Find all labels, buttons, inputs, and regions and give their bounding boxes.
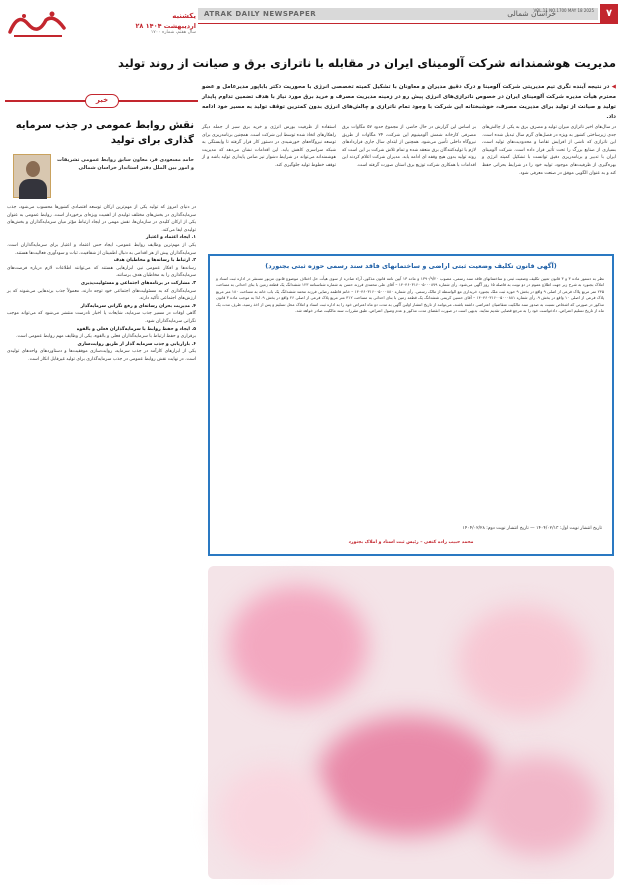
story-column-2: بر اساس این گزارش در حال حاضر، از مجموع حدود ۵۷ مگاوات برق مصرفی کارخانه شمش آلومینیوم این شرکت، ۲۴ مگاوات از طریق نیروگاه داخلی تأمین می‌شود. همچنین از ابتدای سال جاری قراردادهای لازم با تولیدکنندگان برق منعقد شده و تمام تلاش شرکت بر این است که روند تولید بدون هیچ وقفه ای ادامه یابد. مدیران شرکت اعلام کردند این اقدامات با همکاری شرکت توزیع برق استان صورت گرفته است.: [342, 125, 476, 168]
oped-paragraph: گاهی اوقات در مسیر جذب سرمایه، شایعات یا اخبار نادرست منتشر می‌شود که می‌تواند موجب نگرانی سرمایه‌گذاران شود.: [7, 311, 196, 324]
oped-paragraph: یکی از مهم‌ترین وظایف روابط عمومی، ایجاد حس اعتماد و اعتبار برای سرمایه‌گذاران است. سرمایه‌گذاران پیش از هر اقدامی به دنبال اطمینان از شفافیت، ثبات و سودآوری فعالیت‌ها هستند.: [7, 242, 196, 256]
oped-subheading: ۵. ایجاد و حفظ روابط با سرمایه‌گذاران فعلی و بالقوه: [76, 326, 196, 332]
atrak-logo-icon: [4, 4, 72, 42]
author-byline: حامد مسعودی فر، معاون سابق روابط عمومی تشریفات و امور بین الملل دفتر استاندار خراسان شمالی: [56, 157, 194, 171]
author-head-shape: [26, 161, 40, 177]
oped-paragraph: برقراری و حفظ ارتباط با سرمایه‌گذاران فعلی و بالقوه، یکی از وظایف مهم روابط عمومی است.: [16, 334, 196, 340]
header-divider: [198, 23, 618, 24]
section-badge: خبر: [85, 94, 119, 108]
oped-subheading: ۴. مدیریت بحران رسانه‌ای و رفع نگرانی سرمایه‌گذار: [80, 303, 196, 309]
newspaper-english-name: ATRAK DAILY NEWSPAPER: [204, 10, 317, 18]
date-block: [74, 3, 196, 35]
oped-paragraph: در دنیای امروز که تولید یکی از مهم‌ترین ارکان توسعه اقتصادی کشورها محسوب می‌شود، جذب سرمایه‌گذاری در بخش‌های مختلف تولیدی از اهمیت ویژه‌ای برخوردار است. روابط عمومی به عنوان یکی از ارکان کلیدی در سازمان‌ها، نقش مهمی در ایجاد ارتباط مؤثر میان سرمایه‌گذاران و بخش‌های تولیدی ایفا می‌کند.: [7, 205, 196, 233]
ad-blur-shape: [218, 766, 328, 866]
notice-signature: محمد حبیب زاده کنفی – رئیس ثبت اسناد و املاک بجنورد: [348, 540, 474, 545]
notice-title: (آگهی قانون تکلیف وضعیت ثبتی اراضی و ساختمانهای فاقد سند رسمی حوزه ثبتی بجنورد): [265, 262, 557, 270]
masthead: [0, 0, 620, 56]
ad-blur-shape: [458, 606, 588, 716]
oped-subheading: ۱. ایجاد اعتماد و اعتبار: [145, 235, 196, 241]
volume-info: VOL.11 NO.1700 MAY 18 2025: [533, 8, 594, 13]
day-of-week: یکشنبه: [172, 12, 196, 20]
oped-column: [5, 56, 198, 879]
story-column-3: استفاده از ظرفیت بورس انرژی و خرید برق سبز از جمله دیگر راهکارهای اتخاذ شده توسط این شرکت است. همچنین برنامه‌ریزی برای توسعه نیروگاه‌های خورشیدی در دستور کار قرار گرفته تا وابستگی به شبکه سراسری کاهش یابد. این اقدامات نشان می‌دهد که مدیریت هوشمندانه می‌تواند در شرایط دشوار نیز ضامن پایداری تولید باشد و از توقف خطوط تولید جلوگیری کند.: [202, 125, 336, 168]
page-number: ۷: [600, 4, 618, 24]
ad-blur-shape: [228, 586, 368, 706]
oped-paragraph: رسانه‌ها و افکار عمومی نیز، ابزارهایی هستند که می‌توانند اطلاعات لازم درباره فرصت‌های سرمایه‌گذاری را به مخاطبان هدف برسانند.: [7, 265, 196, 279]
oped-body: [7, 204, 196, 363]
story-lead: [202, 82, 616, 122]
province-label: خراسان شمالی: [507, 9, 556, 18]
legal-notice-box: [208, 254, 614, 556]
oped-paragraph: یکی از ابزارهای کارآمد در جذب سرمایه، روایت‌سازی موفقیت‌ها و دستاوردهای واحدهای تولیدی است. در نهایت نقش روابط عمومی در جذب سرمایه‌گذاری برای تولید غیرقابل انکار است.: [7, 349, 196, 362]
author-body-shape: [19, 179, 47, 199]
story-column-1: در سال‌های اخیر ناترازی میزان تولید و مصرف برق به یکی از چالش‌های جدی زیرساختی کشور به ویژه در فصل‌های گرم سال تبدیل شده است. این ناترازی که ناشی از افزایش تقاضا و محدودیت‌های تولید است، بسیاری از صنایع بزرگ را تحت تأثیر قرار داده است. شرکت آلومینای ایران با تدبیر و برنامه‌ریزی دقیق توانست با تشکیل کمیته انرژی و بهره‌گیری از ظرفیت‌های موجود، تولید خود را در شرایط بحرانی حفظ کند و به عنوان الگویی موفق در صنعت معرفی شود.: [482, 125, 616, 176]
oped-subheading: ۶. بازاریابی و جذب سرمایه گذار از طریق روایت‌سازی: [77, 341, 196, 347]
oped-subheading: ۳. مشارکت در برنامه‌های اجتماعی و مسئولیت‌پذیری: [80, 280, 196, 286]
notice-dates: تاریخ انتشار نوبت اول: ۱۴۰۴/۰۲/۱۳ — تاریخ انتشار نوبت دوم: ۱۴۰۴/۰۲/۲۸: [462, 526, 602, 531]
lead-arrow-icon: ◀: [609, 84, 616, 90]
oped-subheading: ۲. ارتباط با رسانه‌ها و مخاطبان هدف: [113, 258, 196, 264]
oped-paragraph: سرمایه‌گذاری که به مسئولیت‌های اجتماعی خود توجه دارند، معمولاً جذب برندهایی می‌شوند که بر ارزش‌های اجتماعی تأکید دارند.: [7, 288, 196, 302]
main-headline: مدیریت هوشمندانه شرکت آلومینای ایران در مقابله با ناترازی برق و صیانت از روند تولید: [118, 56, 616, 70]
jalali-date: ۲۸ اردیبهشت ۱۴۰۴: [135, 22, 196, 30]
ad-blur-shape: [318, 716, 498, 836]
notice-body: نظر به دستور ماده ۳ و ۳ قانون تعیین تکلیف وضعیت ثبتی و ساختمانهای فاقد سند رسمی، مصوب ۱۳۹۰/۹/۲۰ و ماده ۱۳ آیین نامه قانون مذکور، آراء صادره از سوی هیأت حل اختلاف موضوع قانون مزبور مستقر در اداره ثبت اسناد و املاک بجنورد به شرح زیر جهت اطلاع عموم در دو نوبت به فاصله ۱۵ روز آگهی می‌شود. رأی شماره ۱۴۰۴۶۰۳۱۶۰۰۵۰۰۰۸۷۹ – آقای علی محمدی فرزند حسن به شماره شناسنامه ۱۲۳ ششدانگ یک قطعه زمین با بنای احداثی به مساحت ۲۴۵ متر مربع پلاک فرعی از اصلی ۹ واقع در بخش ۹ حوزه ثبت ملک بجنورد خریداری مع الواسطه از مالک رسمی. رأی شماره ۱۴۰۴۶۰۳۱۶۰۰۵۰۰۰۸۸۰ – خانم فاطمه رضایی فرزند محمد ششدانگ یک باب خانه به مساحت ۱۸۰ متر مربع پلاک فرعی از اصلی ۱۰ واقع در بخش ۹. رأی شماره ۱۴۰۴۶۰۳۱۶۰۰۵۰۰۰۸۸۱ – آقای حسین کریمی ششدانگ یک قطعه زمین با بنای احداثی به مساحت ۳۱۲ متر مربع پلاک فرعی از اصلی ۲۶ واقع در بخش ۹. لذا به موجب ماده ۳ قانون مذکور در صورتی که اشخاص نسبت به صدور سند مالکیت متقاضیان اعتراضی داشته باشند، می‌توانند از تاریخ انتشار اولین آگهی به مدت دو ماه اعتراض خود را به اداره ثبت اسناد و املاک محل تسلیم و پس از اخذ رسید، ظرف مدت یک ماه از تاریخ تسلیم اعتراض، دادخواست خود را به مرجع قضایی تقدیم نمایند. بدیهی است در صورت انقضای مدت مذکور و عدم وصول اعتراض، طبق مقررات سند مالکیت صادر خواهد شد.: [216, 276, 605, 314]
story-columns: [202, 124, 616, 252]
author-photo: [13, 154, 51, 198]
issue-line: سال هفتم، شماره ۱۷۰۰: [150, 30, 196, 35]
oped-title: نقش روابط عمومی در جذب سرمایه گذاری برای تولید: [15, 120, 194, 146]
section-badge-row: [5, 94, 198, 108]
lead-text: در نتیجه آینده نگری تیم مدیریتی شرکت آلومینا و درک دقیق مدیران و معاونان با تشکیل کمیته تخصصی انرژی با محوریت دکتر باباپور مدیرعامل و عضو محترم هیأت مدیره شرکت آلومینای ایران در خصوص ناترازی‌های انرژی پیش رو در زمینه مدیریت مصرف و خرید برق مورد نیاز با هدف تضمین تداوم پایدار تولید و صیانت از تولید برای مدیریت مصرف، خوشبختانه این شرکت با وجود تمام ناترازی و چالش‌های انرژی بدون کمترین توقف تولید به مسیر خود ادامه داد.: [202, 84, 616, 120]
ad-blur-shape: [478, 756, 598, 856]
header-strip: [198, 8, 598, 20]
blurred-advertisement: [208, 566, 614, 879]
